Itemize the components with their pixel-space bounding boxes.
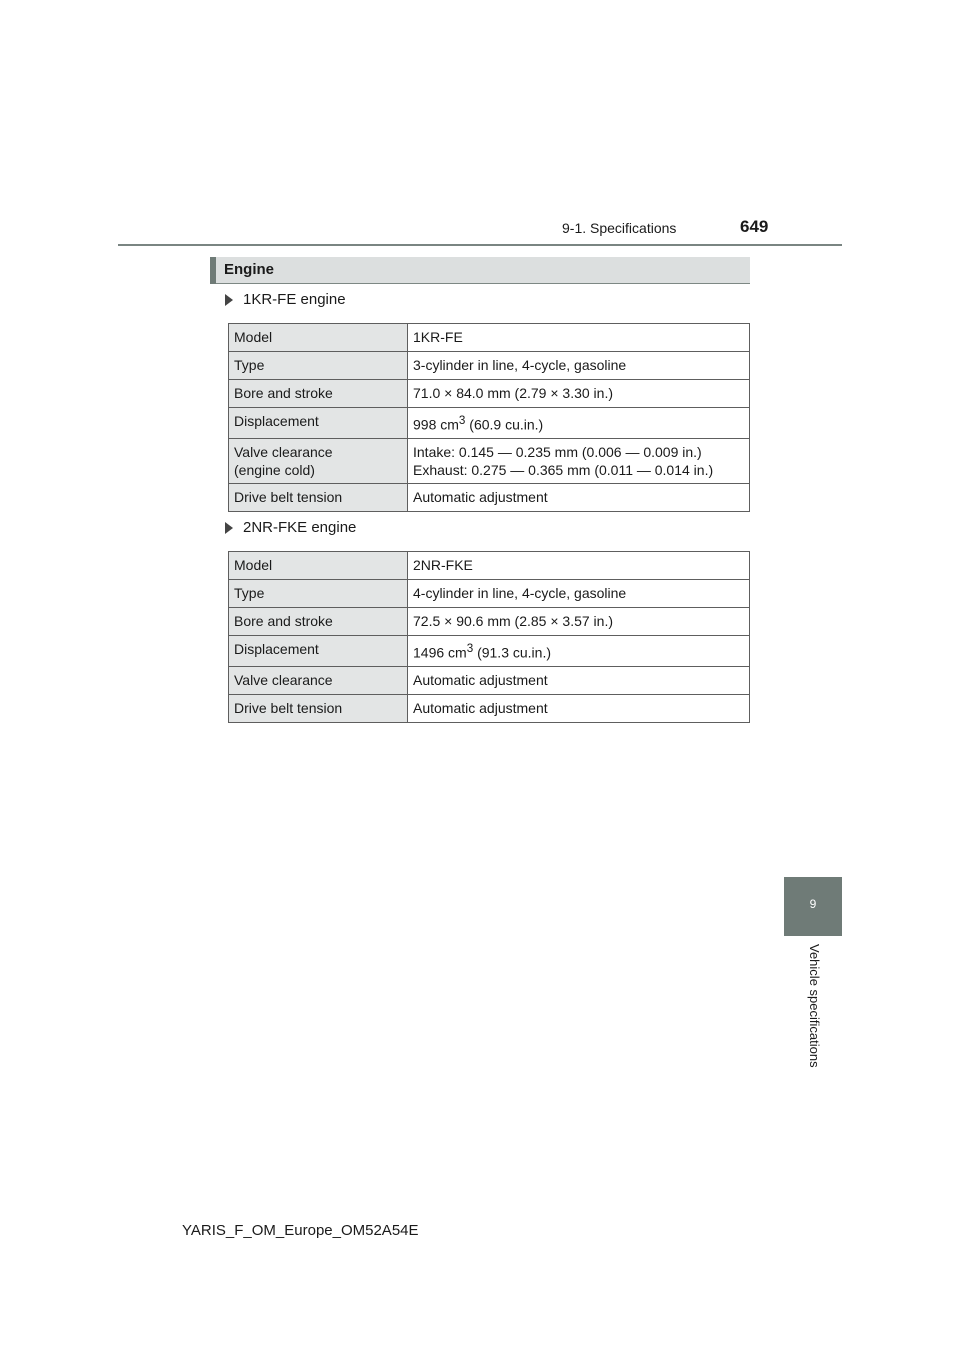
chapter-label [806, 944, 824, 1094]
chapter-tab [784, 877, 842, 936]
table-row [229, 580, 750, 608]
engine-heading-2nr [225, 519, 356, 536]
section-title-bar [210, 257, 750, 284]
engine-heading-text: 1KR-FE engine [243, 291, 346, 308]
row-value [408, 438, 750, 483]
row-value: 71.0 × 84.0 mm (2.79 × 3.30 in.) [408, 380, 750, 408]
table-row [229, 666, 750, 694]
header-divider [118, 244, 842, 246]
row-label: Type [229, 580, 408, 608]
table-row [229, 694, 750, 722]
table-row [229, 552, 750, 580]
engine-heading-text: 2NR-FKE engine [243, 519, 357, 536]
row-value: 2NR-FKE [408, 552, 750, 580]
table-row [229, 352, 750, 380]
row-label: Valve clearance [229, 666, 408, 694]
section-title: Engine [224, 261, 275, 278]
row-label: Type [229, 352, 408, 380]
row-value: Automatic adjustment [408, 694, 750, 722]
engine-heading-1kr [225, 291, 346, 308]
row-value: Automatic adjustment [408, 666, 750, 694]
document-footer: YARIS_F_OM_Europe_OM52A54E [182, 1222, 419, 1239]
spec-table-1kr [228, 323, 750, 512]
row-label: Model [229, 324, 408, 352]
triangle-bullet-icon [225, 522, 233, 534]
row-label: Bore and stroke [229, 608, 408, 636]
table-row [229, 483, 750, 511]
table-row [229, 324, 750, 352]
value-text: 1496 cm [413, 644, 467, 661]
chapter-number: 9 [809, 897, 817, 911]
table-row [229, 438, 750, 483]
page-number: 649 [740, 217, 769, 236]
triangle-bullet-icon [225, 294, 233, 306]
table-row [229, 636, 750, 667]
row-label: Drive belt tension [229, 694, 408, 722]
row-value [408, 636, 750, 667]
table-row [229, 608, 750, 636]
row-value: 4-cylinder in line, 4-cycle, gasoline [408, 580, 750, 608]
table-row [229, 380, 750, 408]
value-line: Intake: 0.145 — 0.235 mm (0.006 — 0.009 in.) [413, 443, 702, 460]
row-label: Displacement [229, 636, 408, 667]
label-line: (engine cold) [234, 461, 315, 478]
value-line: Exhaust: 0.275 — 0.365 mm (0.011 — 0.014 in.) [413, 461, 714, 478]
table-row [229, 408, 750, 439]
row-label: Displacement [229, 408, 408, 439]
section-breadcrumb: 9-1. Specifications [562, 220, 677, 236]
row-label: Model [229, 552, 408, 580]
row-label: Drive belt tension [229, 483, 408, 511]
label-line: Valve clearance [234, 443, 333, 460]
value-text: (60.9 cu.in.) [465, 416, 544, 433]
row-label [229, 438, 408, 483]
title-accent [210, 257, 216, 284]
chapter-label-text: Vehicle specifications [807, 944, 822, 1068]
row-value: 1KR-FE [408, 324, 750, 352]
superscript: 3 [466, 642, 474, 655]
value-text: (91.3 cu.in.) [473, 644, 552, 661]
row-value: Automatic adjustment [408, 483, 750, 511]
row-value: 72.5 × 90.6 mm (2.85 × 3.57 in.) [408, 608, 750, 636]
spec-table-2nr [228, 551, 750, 723]
value-text: 998 cm [413, 416, 459, 433]
row-value [408, 408, 750, 439]
superscript: 3 [458, 414, 466, 427]
row-label: Bore and stroke [229, 380, 408, 408]
row-value: 3-cylinder in line, 4-cycle, gasoline [408, 352, 750, 380]
